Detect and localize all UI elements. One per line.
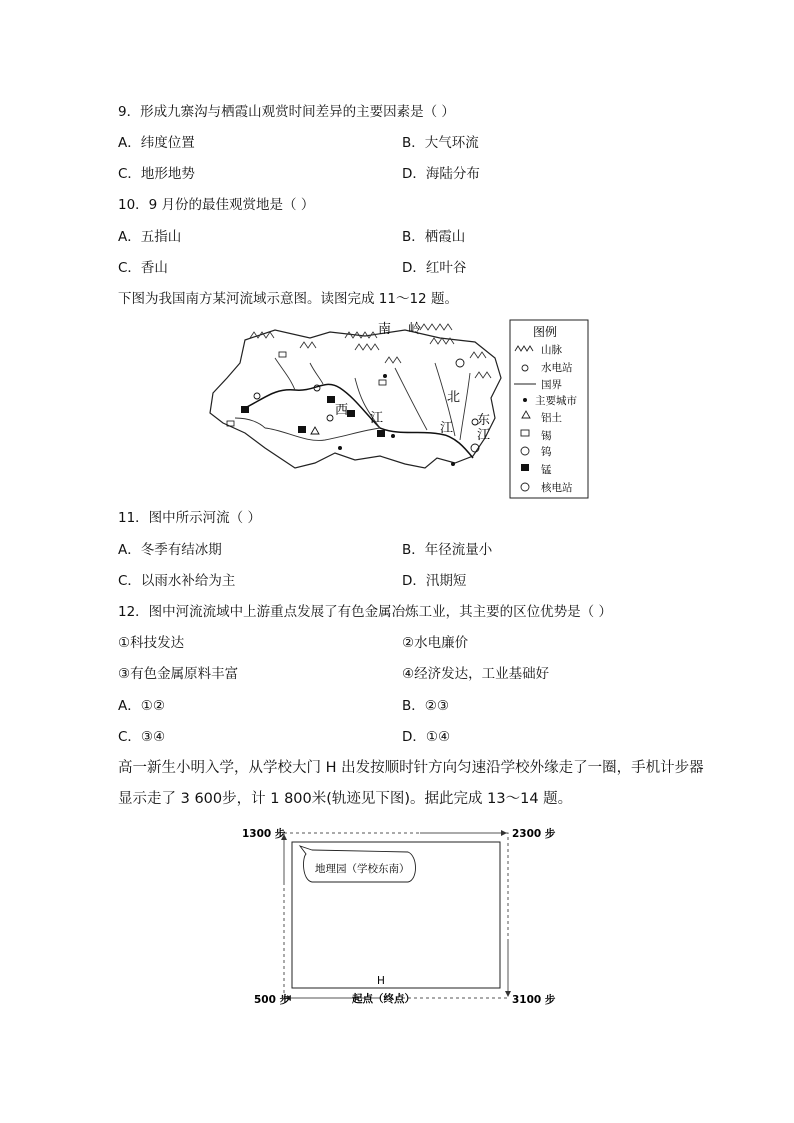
q12-stem: 12．图中河流流域中上游重点发展了有色金属冶炼工业，其主要的区位优势是（ ） (118, 604, 612, 620)
intro-13-14-line-2: 显示走了 3 600步，计 1 800米(轨迹见下图)。据此完成 13～14 题。 (118, 791, 573, 807)
tungsten-icon (456, 359, 479, 452)
q11-option-c: C．以雨水补给为主 (118, 573, 236, 589)
q12-statement-2: ②水电廉价 (402, 635, 469, 651)
q11-option-b: B．年径流量小 (402, 542, 493, 558)
corner-label-top-left: 1300 步 (242, 828, 286, 840)
legend-tin: 锡 (541, 430, 552, 442)
label-ling: 岭 (408, 322, 422, 337)
q10-stem: 10．9 月份的最佳观赏地是（ ） (118, 197, 315, 213)
garden-label: 地理园（学校东南） (315, 863, 410, 875)
intro-11-12: 下图为我国南方某河流域示意图。读图完成 11～12 题。 (118, 291, 458, 307)
q11-stem: 11．图中所示河流（ ） (118, 510, 261, 526)
bauxite-icon (311, 427, 319, 434)
q10-option-b: B．栖霞山 (402, 229, 466, 245)
q9-option-d: D．海陆分布 (402, 166, 480, 182)
q11-option-d: D．汛期短 (402, 573, 467, 589)
q9-option-a: A．纬度位置 (118, 135, 195, 151)
q10-option-d: D．红叶谷 (402, 260, 467, 276)
q9-stem: 9．形成九寨沟与栖霞山观赏时间差异的主要因素是（ ） (118, 104, 455, 120)
river-basin-map (205, 318, 590, 500)
legend-tungsten: 钨 (541, 446, 552, 458)
q12-option-c: C．③④ (118, 729, 166, 745)
q9-option-b: B．大气环流 (402, 135, 479, 151)
label-nan: 南 (378, 322, 392, 337)
legend-border: 国界 (541, 379, 562, 391)
q12-option-b: B．②③ (402, 698, 449, 714)
legend-title: 图例 (533, 325, 558, 339)
legend-mountain: 山脉 (541, 344, 562, 356)
q12-statement-1: ①科技发达 (118, 635, 185, 651)
campus-route-diagram (240, 822, 560, 1012)
label-jiang-3: 江 (477, 428, 491, 443)
q10-option-c: C．香山 (118, 260, 168, 276)
label-jiang-2: 江 (440, 421, 454, 436)
q11-option-a: A．冬季有结冰期 (118, 542, 222, 558)
legend-bauxite: 铝土 (541, 412, 562, 424)
gate-label: H (377, 975, 385, 987)
q12-statement-3: ③有色金属原料丰富 (118, 666, 239, 682)
legend-hydropower: 水电站 (541, 362, 573, 374)
q12-option-a: A．①② (118, 698, 165, 714)
map-legend (510, 320, 588, 498)
corner-label-bottom-left: 500 步 (254, 994, 291, 1006)
hydropower-station-icon (254, 385, 478, 425)
q10-option-a: A．五指山 (118, 229, 182, 245)
q12-option-d: D．①④ (402, 729, 451, 745)
label-bei: 北 (447, 390, 461, 405)
label-xi: 西 (335, 403, 349, 418)
label-dong: 东 (477, 413, 491, 428)
q12-statement-4: ④经济发达，工业基础好 (402, 666, 550, 682)
corner-label-bottom-right: 3100 步 (512, 994, 556, 1006)
start-end-label: 起点（终点） (352, 993, 415, 1005)
label-jiang-1: 江 (370, 411, 384, 426)
city-markers (338, 374, 455, 466)
corner-label-top-right: 2300 步 (512, 828, 556, 840)
q9-option-c: C．地形地势 (118, 166, 195, 182)
intro-13-14-line-1: 高一新生小明入学，从学校大门 H 出发按顺时针方向匀速沿学校外缘走了一圈，手机计步器 (118, 760, 704, 776)
legend-manganese: 锰 (541, 464, 552, 476)
main-river (245, 384, 473, 458)
legend-nuclear: 核电站 (541, 482, 573, 494)
legend-city: 主要城市 (535, 395, 577, 407)
